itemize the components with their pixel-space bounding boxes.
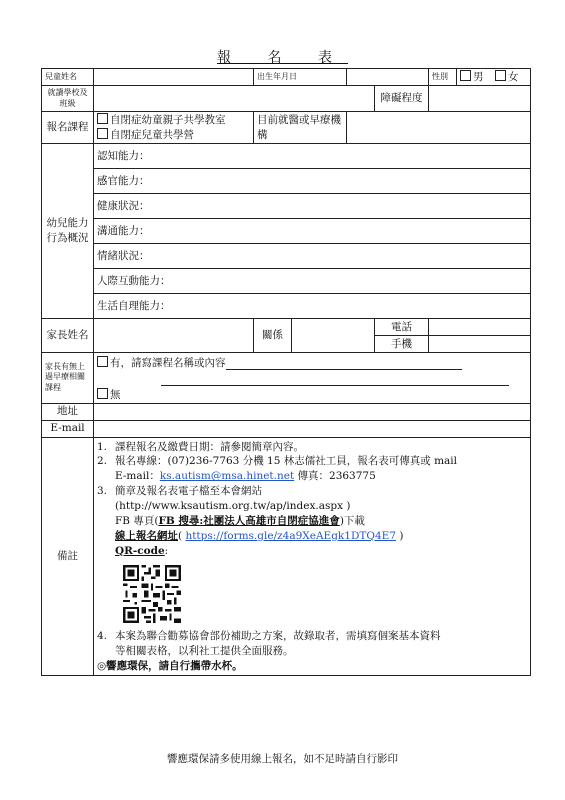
address-label: 地址 xyxy=(42,403,94,420)
remark-4: 本案為聯合勸募協會部份補助之方案，故錄取者，需填寫個案基本資料 xyxy=(115,629,441,642)
ability-social[interactable]: 人際互動能力： xyxy=(94,269,531,294)
ability-communication[interactable]: 溝通能力： xyxy=(94,219,531,244)
gender-options: 男 女 xyxy=(457,69,531,86)
ability-emotion[interactable]: 情緒狀況： xyxy=(94,244,531,269)
remark-3: 簡章及報名表電子檔至本會網站 xyxy=(115,485,262,498)
child-name-field[interactable] xyxy=(94,69,254,86)
prior-yes-checkbox[interactable] xyxy=(97,356,108,367)
email-link[interactable]: ks.autism@msa.hinet.net xyxy=(159,470,295,483)
school-label: 就讀學校及班級 xyxy=(42,86,94,112)
birthdate-field[interactable] xyxy=(347,69,429,86)
medical-label: 目前就醫或早療機構 xyxy=(254,112,347,144)
abilities-label: 幼兒能力行為概況 xyxy=(42,144,94,319)
form-title: 報 名 表 xyxy=(217,50,348,66)
relation-label: 關係 xyxy=(254,319,292,353)
remarks-label: 備註 xyxy=(42,437,94,676)
qr-code-label: QR-code xyxy=(115,544,165,557)
female-checkbox[interactable] xyxy=(495,70,506,81)
gender-label: 性別 xyxy=(429,69,457,86)
address-field[interactable] xyxy=(94,403,531,420)
remarks-content: 1. 課程報名及繳費日期：請參閱簡章內容。 2. 報名專線：(07)236-7763 分機 15 林志儒社工員，報名表可傳真或 mail E-mail：ks.autism@msa.hinet.net 傳真：2363775 3. 簡章及報名表電子檔至本會網站 (http://www.ksautism.org.tw/ap/index.aspx ) FB 專頁(FB 搜尋:社團法人高雄市自閉症協進會)下載 線上報名網址( https://forms.gle/z4a9XeAEgk1DTQ4E7 ) QR-code: 4. 本案為聯合勸募協會部份補助之方案，故錄取者，需填寫個案基本資料 等相關表格，以利社工提供全面服務。 ◎響應環保，請自行攜帶水杯。 xyxy=(94,437,531,676)
fb-search-text: FB 搜尋:社團法人高雄市自閉症協進會 xyxy=(158,515,340,528)
course1-checkbox[interactable] xyxy=(97,113,108,124)
school-field[interactable] xyxy=(94,86,375,112)
registration-table xyxy=(41,68,531,676)
qr-code-image[interactable] xyxy=(123,565,181,623)
course-label: 報名課程 xyxy=(42,112,94,144)
disability-label: 障礙程度 xyxy=(375,86,429,112)
disability-field[interactable] xyxy=(429,86,531,112)
mobile-field[interactable] xyxy=(429,336,531,353)
ability-selfcare[interactable]: 生活自理能力： xyxy=(94,294,531,319)
prior-course-line[interactable] xyxy=(226,369,462,370)
birthdate-label: 出生年月日 xyxy=(254,69,347,86)
phone-label: 電話 xyxy=(375,319,429,336)
email-field[interactable] xyxy=(94,420,531,437)
ability-health[interactable]: 健康狀況： xyxy=(94,194,531,219)
remark-1: 課程報名及繳費日期：請參閱簡章內容。 xyxy=(115,440,304,453)
parent-name-field[interactable] xyxy=(94,319,254,353)
online-form-link[interactable]: https://forms.gle/z4a9XeAEgk1DTQ4E7 xyxy=(185,529,397,542)
prior-course-options: 有，請寫課程名稱或內容 無 xyxy=(94,353,531,404)
parent-name-label: 家長姓名 xyxy=(42,319,94,353)
male-checkbox[interactable] xyxy=(460,70,471,81)
prior-course-line-2[interactable] xyxy=(161,385,509,386)
course2-checkbox[interactable] xyxy=(97,128,108,139)
medical-field[interactable] xyxy=(347,112,531,144)
ability-sensory[interactable]: 感官能力： xyxy=(94,169,531,194)
website-url: (http://www.ksautism.org.tw/ap/index.aspx ) xyxy=(115,500,351,513)
mobile-label: 手機 xyxy=(375,336,429,353)
child-name-label: 兒童姓名 xyxy=(42,69,94,86)
phone-field[interactable] xyxy=(429,319,531,336)
prior-no-checkbox[interactable] xyxy=(97,388,108,399)
footer-note: 響應環保請多使用線上報名，如不足時請自行影印 xyxy=(167,753,398,765)
ability-cognitive[interactable]: 認知能力： xyxy=(94,144,531,169)
eco-note: ◎響應環保，請自行攜帶水杯。 xyxy=(97,659,243,672)
course-options: 自閉症幼童親子共學教室 自閉症兒童共學營 xyxy=(94,112,254,144)
relation-field[interactable] xyxy=(292,319,375,353)
email-label: E-mail xyxy=(42,420,94,437)
remark-2: 報名專線：(07)236-7763 分機 15 林志儒社工員，報名表可傳真或 mail xyxy=(115,455,458,468)
prior-course-label: 家長有無上過早療相關課程 xyxy=(42,353,94,404)
